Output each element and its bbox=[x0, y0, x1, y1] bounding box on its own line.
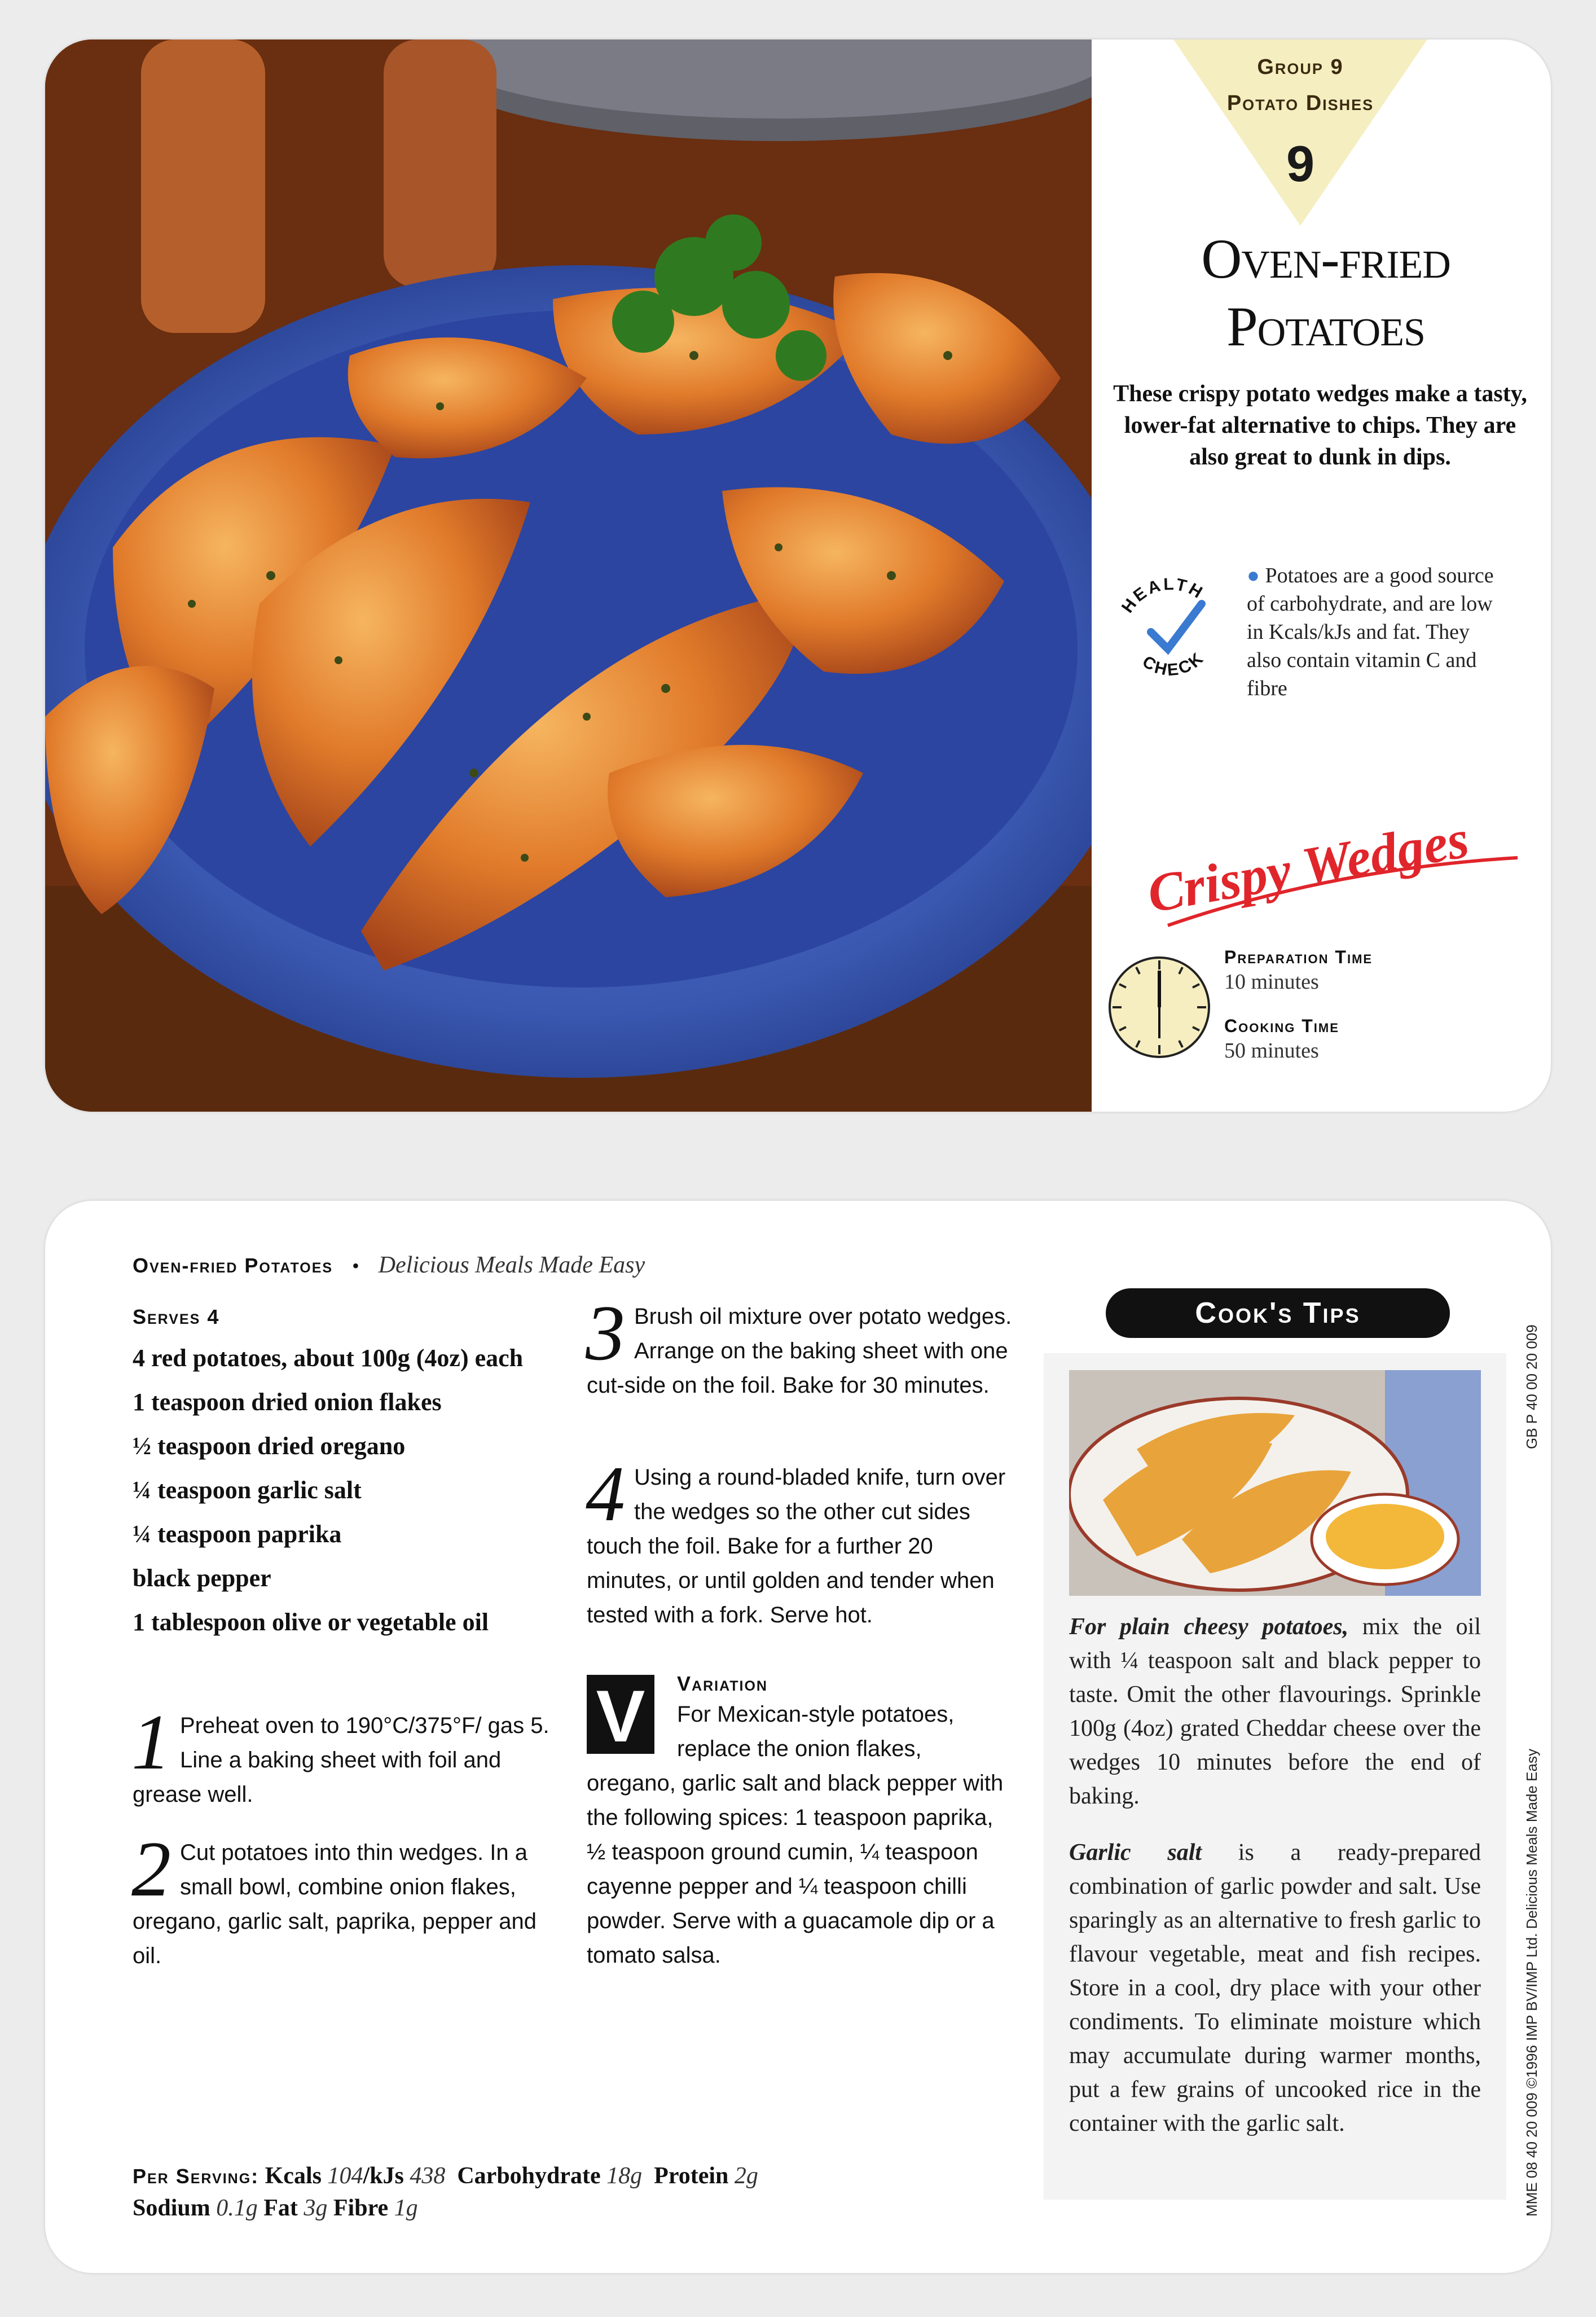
variation-rest: oregano, garlic salt and black pepper with the following spices: 1 teaspoon paprika, ½ teaspoon ground cumin, ¼ teaspoon cayenne pepper and ¼ teaspoon chilli powder. Serve with a guacamole dip or a tomato salsa. bbox=[587, 1771, 1004, 1968]
step-text: Preheat oven to 190°C/375°F/ gas 5. Line a baking sheet with foil and grease well. bbox=[133, 1713, 549, 1807]
variation-lead: For Mexican-style potatoes, replace the onion flakes, bbox=[677, 1702, 955, 1761]
ingredient-item: ¼ teaspoon garlic salt bbox=[133, 1476, 362, 1504]
prep-time-label: Preparation Time bbox=[1224, 947, 1373, 967]
recipe-intro: These crispy potato wedges make a tasty, lower-fat alternative to chips. They are also great to dunk in dips. bbox=[1113, 381, 1527, 470]
nutrition-info bbox=[133, 2160, 1035, 2224]
cooks-tip-cheesy bbox=[1069, 1610, 1481, 1813]
step-text: Using a round-bladed knife, turn over the wedges so the other cut sides touch the foil. Bake for a further 20 minutes, or until golden and tender when tested with a fork. Serve hot. bbox=[587, 1465, 1006, 1627]
fat-label: Fat bbox=[263, 2195, 298, 2221]
ingredient-item: ¼ teaspoon paprika bbox=[133, 1520, 342, 1548]
fibre-value: 1g bbox=[394, 2195, 418, 2221]
carb-value: 18g bbox=[606, 2163, 643, 2189]
group-number: 9 bbox=[1286, 136, 1315, 192]
cook-time-value: 50 minutes bbox=[1224, 1039, 1319, 1063]
header-separator: • bbox=[352, 1254, 359, 1277]
kcals-value: 104 bbox=[327, 2163, 363, 2189]
ingredient-item: ½ teaspoon dried oregano bbox=[133, 1432, 406, 1460]
group-category: Potato Dishes bbox=[1226, 91, 1374, 115]
step-number: 3 bbox=[586, 1289, 625, 1377]
potato-wedges-photo bbox=[45, 40, 1092, 1112]
variation-text bbox=[587, 1697, 1015, 1973]
tip2-lead: Garlic salt bbox=[1069, 1840, 1202, 1866]
method-step-1 bbox=[131, 1699, 561, 1812]
tip1-text: mix the oil with ¼ teaspoon salt and black pepper to taste. Omit the other flavourings. Sprinkle 100g (4oz) grated Cheddar cheese over the wedges 10 minutes before the end of baking. bbox=[1069, 1614, 1481, 1809]
front-card bbox=[45, 40, 1551, 1112]
product-code-top: GB P 40 00 20 009 bbox=[1523, 1324, 1540, 1449]
cooks-tips-heading: Cook's Tips bbox=[1106, 1288, 1450, 1338]
photo-illustration bbox=[45, 40, 1092, 1112]
group-label: Group 9 bbox=[1257, 55, 1344, 79]
series-name: Delicious Meals Made Easy bbox=[378, 1252, 645, 1278]
step-number: 2 bbox=[131, 1825, 171, 1913]
ingredient-item: black pepper bbox=[133, 1564, 271, 1592]
cooks-tip-garlic-salt bbox=[1069, 1836, 1481, 2140]
sodium-value: 0.1g bbox=[216, 2195, 258, 2221]
bullet-icon: ● bbox=[1247, 564, 1265, 587]
health-check-text bbox=[1247, 561, 1506, 703]
ingredient-item: 1 teaspoon dried onion flakes bbox=[133, 1388, 442, 1416]
cook-time-label: Cooking Time bbox=[1224, 1016, 1339, 1036]
recipe-title-line1: Oven-fried bbox=[1201, 227, 1450, 290]
ingredient-list bbox=[133, 1342, 561, 1650]
tip2-text: is a ready-prepared combination of garlic powder and salt. Use sparingly as an alternative to fresh garlic to flavour vegetable, meat and fish recipes. Store in a cool, dry place with your other condiments. To eliminate moisture which may accumulate during warmer months, put a few grains of uncooked rice in the container with the garlic salt. bbox=[1069, 1840, 1481, 2136]
method-step-4 bbox=[586, 1450, 1015, 1633]
logo-text: Crispy Wedges bbox=[1143, 808, 1474, 924]
health-check-icon bbox=[1106, 564, 1236, 694]
method-step-2 bbox=[131, 1825, 561, 1973]
carb-label: Carbohydrate bbox=[457, 2163, 601, 2189]
fat-value: 3g bbox=[304, 2195, 328, 2221]
step-number: 4 bbox=[586, 1450, 625, 1538]
svg-text:CHECK bbox=[1139, 648, 1208, 679]
sodium-label: Sodium bbox=[133, 2195, 210, 2221]
tip1-lead: For plain cheesy potatoes, bbox=[1069, 1614, 1349, 1640]
ingredient-item: 1 tablespoon olive or vegetable oil bbox=[133, 1608, 489, 1636]
protein-value: 2g bbox=[734, 2163, 758, 2189]
kjs-label: /kJs bbox=[363, 2163, 404, 2189]
step-text: Cut potatoes into thin wedges. In a small bowl, combine onion flakes, oregano, garlic salt, paprika, pepper and oil. bbox=[133, 1840, 537, 1968]
per-serving-label: Per Serving: bbox=[133, 2165, 260, 2188]
fibre-label: Fibre bbox=[333, 2195, 389, 2221]
variation-badge-letter: V bbox=[596, 1675, 645, 1754]
recipe-title-line2: Potatoes bbox=[1226, 295, 1425, 358]
health-check-body: Potatoes are a good source of carbohydrate, and are low in Kcals/kJs and fat. They also contain vitamin C and fibre bbox=[1247, 564, 1494, 700]
ingredient-item: 4 red potatoes, about 100g (4oz) each bbox=[133, 1344, 524, 1372]
cheesy-potatoes-photo bbox=[1069, 1370, 1481, 1596]
serves-label: Serves 4 bbox=[133, 1305, 220, 1328]
kcals-label: Kcals bbox=[265, 2163, 322, 2189]
back-header-title: Oven-fried Potatoes bbox=[133, 1254, 333, 1277]
method-step-3 bbox=[586, 1289, 1015, 1403]
copyright-code: MME 08 40 20 009 ©1996 IMP BV/IMP Ltd. Delicious Meals Made Easy bbox=[1523, 1749, 1540, 2217]
protein-label: Protein bbox=[654, 2163, 729, 2189]
prep-time-value: 10 minutes bbox=[1224, 970, 1319, 994]
step-number: 1 bbox=[131, 1699, 171, 1786]
kjs-value: 438 bbox=[410, 2163, 446, 2189]
back-header bbox=[133, 1252, 645, 1279]
crispy-wedges-logo bbox=[1134, 784, 1529, 937]
back-card bbox=[45, 1201, 1551, 2273]
step-text: Brush oil mixture over potato wedges. Arrange on the baking sheet with one cut-side on the foil. Bake for 30 minutes. bbox=[587, 1304, 1012, 1398]
health-badge-bottom-text: CHECK bbox=[1139, 648, 1208, 680]
clock-icon bbox=[1106, 954, 1213, 1061]
health-badge-top-text: HEALTH bbox=[1118, 574, 1208, 617]
variation-label: Variation bbox=[677, 1672, 768, 1695]
